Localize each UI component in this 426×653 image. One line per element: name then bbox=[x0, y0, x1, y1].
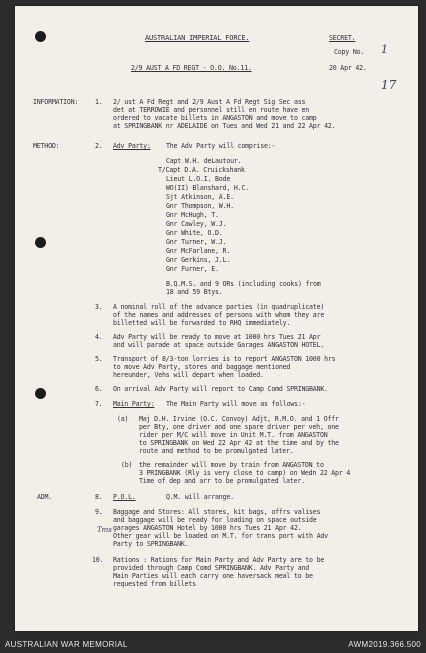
adm-label: ADM. bbox=[37, 493, 53, 501]
para-line: Transport of 8/3-ton lorries is to report ANGASTON 1000 hrs bbox=[113, 355, 336, 363]
punch-hole bbox=[35, 237, 46, 248]
pol-text: Q.M. will arrange. bbox=[166, 493, 234, 501]
doc-subtitle: 2/9 AUST A FD REGT - O.O. No.11. bbox=[131, 64, 252, 72]
member-name: Gnr McHugh, T. bbox=[166, 211, 219, 219]
member-name: Gnr Thompson, W.H. bbox=[166, 202, 234, 210]
sub-para-label: (b) bbox=[121, 461, 133, 469]
secret-label: SECRET. bbox=[329, 34, 356, 42]
sub-para-line: Maj D.H. Irvine (O.C. Convoy) Adjt, R.M.O. and 1 Offr bbox=[139, 415, 339, 423]
para-number: 4. bbox=[95, 333, 103, 341]
sub-para-line: route and method to be promulgated later. bbox=[139, 447, 294, 455]
para-line: of the names and addresses of persons with whom they are bbox=[113, 311, 325, 319]
member-name: Lieut L.O.I. Bode bbox=[166, 175, 231, 183]
adv-party-heading: Adv Party: bbox=[113, 142, 151, 150]
para-line: garages ANGASTON Hotel by 1000 hrs Tues 21 Apr 42. bbox=[113, 524, 302, 532]
member-name: T/Capt D.A. Cruickshank bbox=[158, 166, 245, 174]
para-line: Party to SPRINGBANK. bbox=[113, 540, 189, 548]
information-line: det at TERROWIE and personnel still en route have en bbox=[113, 106, 310, 114]
para-line: to move Adv Party, stores and baggage mentioned bbox=[113, 363, 291, 371]
doc-date: 20 Apr 42. bbox=[329, 64, 367, 72]
para-line: Other gear will be loaded on M.T. for trans port with Adv bbox=[113, 532, 328, 540]
para-number: 5. bbox=[95, 355, 103, 363]
member-name: Gnr White, O.D. bbox=[166, 229, 223, 237]
method-label: METHOD: bbox=[33, 142, 60, 150]
main-party-heading: Main Party: bbox=[113, 400, 155, 408]
sub-para-label: (a) bbox=[117, 415, 129, 423]
para-line: billetted will be forwarded to RHQ immediately. bbox=[113, 319, 291, 327]
para-number: 2. bbox=[95, 142, 103, 150]
para-line: On arrival Adv Party will report to Camp Comd SPRINGBANK. bbox=[113, 385, 328, 393]
para-line: Adv Party will be ready to move at 1000 hrs Tues 21 Apr bbox=[113, 333, 321, 341]
sub-para-line: 3 PRINGBANK (Rly is very close to camp) on Wedn 22 Apr 4 bbox=[139, 469, 351, 477]
footer-institution: AUSTRALIAN WAR MEMORIAL bbox=[5, 640, 128, 649]
member-name: Capt W.H. deLautour. bbox=[166, 157, 242, 165]
para-line: Baggage and Stores: All stores, kit bags, offrs valises bbox=[113, 508, 321, 516]
para-number: 3. bbox=[95, 303, 103, 311]
para-line: hereunder, Vehs will depart when loaded. bbox=[113, 371, 264, 379]
doc-header: AUSTRALIAN IMPERIAL FORCE. bbox=[145, 34, 250, 42]
margin-handwriting: Tms bbox=[97, 526, 112, 534]
para-number: 1. bbox=[95, 98, 103, 106]
para-line: A nominal roll of the advance parties (in quadruplicate) bbox=[113, 303, 325, 311]
sub-para-line: rider per M/C will move in Unit M.T. from ANGASTON bbox=[139, 431, 328, 439]
para-line: and baggage will be ready for loading on space outside bbox=[113, 516, 317, 524]
pol-heading: P.O.L. bbox=[113, 493, 136, 501]
information-line: ordered to vacate billets in ANGASTON and move to camp bbox=[113, 114, 317, 122]
bqms-line: 18 and 59 Btys. bbox=[166, 288, 223, 296]
para-number: 8. bbox=[95, 493, 103, 501]
information-line: at SPRINGBANK nr ADELAIDE on Tues and Wed 21 and 22 Apr 42. bbox=[113, 122, 336, 130]
punch-hole bbox=[35, 31, 46, 42]
sub-para-line: the remainder will move by train from ANGASTON to bbox=[139, 461, 324, 469]
para-line: and will parade at space outside Garages ANGASTON HOTEL. bbox=[113, 341, 325, 349]
page-number-handwritten: 17 bbox=[381, 78, 397, 92]
adv-party-text: The Adv Party will comprise:- bbox=[166, 142, 276, 150]
member-name: Gnr Turner, W.J. bbox=[166, 238, 227, 246]
para-number: 10. bbox=[92, 556, 104, 564]
punch-hole bbox=[35, 388, 46, 399]
para-number: 9. bbox=[95, 508, 103, 516]
member-name: Sjt Atkinson, A.E. bbox=[166, 193, 234, 201]
member-name: Gnr McFarlane, R. bbox=[166, 247, 231, 255]
member-name: WO(II) Blanshard, H.C. bbox=[166, 184, 249, 192]
information-label: INFORMATION: bbox=[33, 98, 79, 106]
member-name: Gnr Furner, E. bbox=[166, 265, 219, 273]
para-line: provided through Camp Comd SPRINGBANK. Adv Party and bbox=[113, 564, 310, 572]
copy-no-label: Copy No. bbox=[334, 48, 365, 56]
sub-para-line: Time of dep and arr to be promulgated later. bbox=[139, 477, 305, 485]
member-name: Gnr Cawley, W.J. bbox=[166, 220, 227, 228]
sub-para-line: to SPRINGBANK on Wed 22 Apr 42 at the time and by the bbox=[139, 439, 339, 447]
para-line: Rations : Rations for Main Party and Adv Party are to be bbox=[113, 556, 325, 564]
information-line: 2/ ust A Fd Regt and 2/9 Aust A Fd Regt Sig Sec ass bbox=[113, 98, 306, 106]
footer-accession-number: AWM2019.366.500 bbox=[348, 640, 421, 649]
bqms-line: B.Q.M.S. and 9 ORs (including cooks) from bbox=[166, 280, 321, 288]
para-number: 6. bbox=[95, 385, 103, 393]
main-party-text: The Main Party will move as follows:- bbox=[166, 400, 306, 408]
member-name: Gnr Gerkins, J.L. bbox=[166, 256, 231, 264]
para-line: Main Parties will each carry one haversack meal to be bbox=[113, 572, 313, 580]
para-number: 7. bbox=[95, 400, 103, 408]
para-line: requested from billets bbox=[113, 580, 196, 588]
copy-no-handwritten: 1 bbox=[381, 43, 388, 56]
sub-para-line: per Bty, one driver and one spare driver per veh, one bbox=[139, 423, 339, 431]
